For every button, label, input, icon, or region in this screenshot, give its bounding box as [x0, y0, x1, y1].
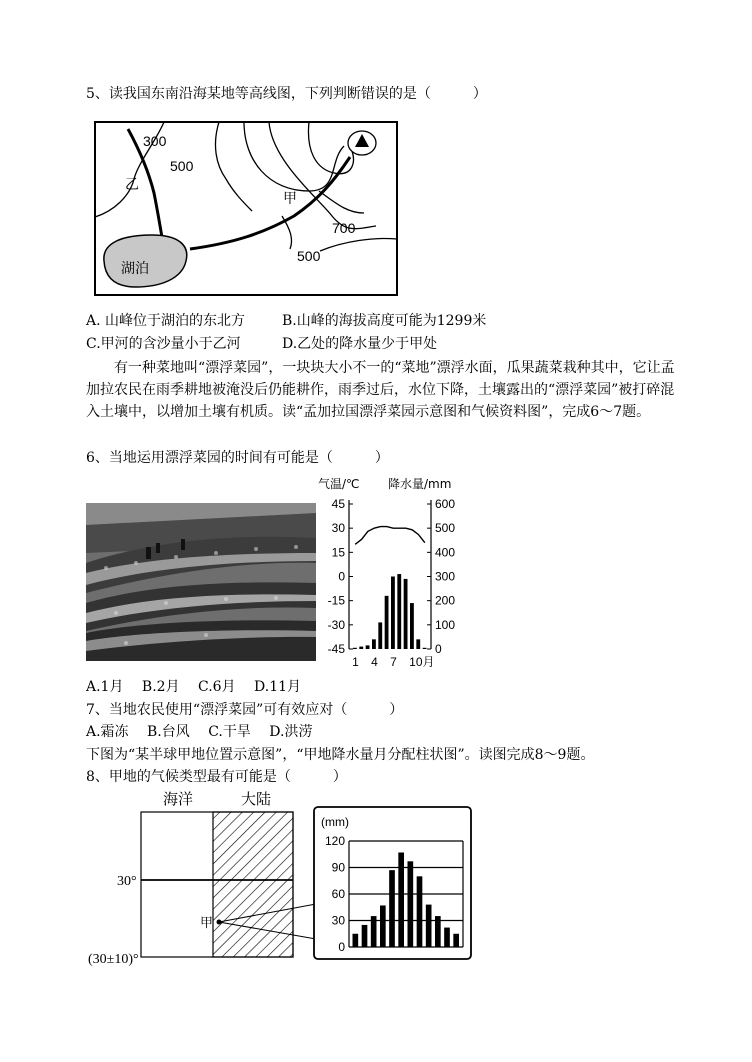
- precip-bar: [389, 870, 395, 947]
- q7-options: A.霜冻 B.台风 C.干旱 D.洪涝: [86, 724, 313, 740]
- x-tick-label: 1: [352, 655, 359, 669]
- x-tick-label: 7: [390, 655, 397, 669]
- y-tick-label: 30: [331, 913, 345, 928]
- label-300: 300: [143, 133, 167, 149]
- x-tick-label: 4: [371, 655, 378, 669]
- precip-bar: [416, 639, 420, 649]
- precip-bar: [391, 577, 395, 650]
- precip-bar: [435, 916, 441, 947]
- q5-option-b: B.山峰的海拔高度可能为1299米: [282, 313, 487, 329]
- q5-stem: 5、读我国东南沿海某地等高线图，下列判断错误的是（ ）: [86, 86, 487, 102]
- precip-bar: [404, 579, 408, 649]
- passage: 有一种菜地叫“漂浮菜园”，一块块大小不一的“菜地”漂浮水面，瓜果蔬菜栽种其中，它让孟加拉农民在雨季耕地被淹没后仍能耕作，雨季过后，水位下降，土壤露出的“漂浮菜园”被打碎混入土壤中，以增加土壤有机质。读“孟加拉国漂浮菜园示意图和气候资料图”，完成6～7题。: [86, 360, 675, 420]
- q5-option-a: A. 山峰位于湖泊的东北方: [86, 313, 246, 329]
- precip-bar: [426, 905, 432, 947]
- left-tick-label: 45: [331, 497, 345, 511]
- left-tick-label: -30: [327, 617, 345, 632]
- ocean-label: 海洋: [163, 790, 194, 808]
- q6-options: A.1月 B.2月 C.6月 D.11月: [86, 679, 302, 695]
- land-area: [213, 812, 293, 957]
- y-tick-label: 90: [331, 860, 345, 875]
- precip-bar: [359, 647, 363, 649]
- precip-bar: [397, 574, 401, 649]
- precip-bar: [366, 645, 370, 649]
- q5-option-d: D.乙处的降水量少于甲处: [282, 336, 438, 352]
- q5-option-c: C.甲河的含沙量小于乙河: [86, 336, 241, 352]
- y-tick-label: 120: [324, 834, 345, 848]
- precip-bar: [378, 622, 382, 649]
- precip-bar: [353, 934, 359, 947]
- precip-bar: [372, 639, 376, 649]
- y-tick-label: 60: [331, 887, 345, 901]
- precip-bar: [362, 925, 368, 947]
- lat-range-label: (30±10)°: [88, 952, 139, 967]
- precip-bar: [410, 603, 414, 649]
- q6-stem: 6、当地运用漂浮菜园的时间有可能是（ ）: [86, 450, 389, 466]
- right-axis-label: 降水量/mm: [388, 477, 452, 491]
- land-label: 大陆: [241, 790, 272, 808]
- right-tick-label: 200: [435, 593, 456, 608]
- y-tick-label: 0: [338, 940, 345, 954]
- right-tick-label: 400: [435, 545, 456, 560]
- location-map: [86, 787, 296, 967]
- left-tick-label: 30: [331, 521, 345, 536]
- right-tick-label: 500: [435, 521, 456, 536]
- y-unit: (mm): [321, 815, 349, 829]
- contour-map: [94, 121, 399, 296]
- lat-30-label: 30°: [117, 874, 137, 889]
- right-tick-label: 600: [435, 497, 456, 511]
- precip-bar: [417, 876, 423, 947]
- floating-garden-photo: [86, 503, 316, 661]
- label-500-bottom: 500: [297, 248, 321, 264]
- right-tick-label: 300: [435, 569, 456, 584]
- label-yi: 乙: [125, 177, 139, 193]
- intro-8-9: 下图为“某半球甲地位置示意图”，“甲地降水量月分配柱状图”。读图完成8～9题。: [86, 747, 595, 763]
- left-tick-label: -45: [327, 642, 345, 656]
- precipitation-chart: [313, 806, 473, 961]
- q8-stem: 8、甲地的气候类型最有可能是（ ）: [86, 769, 347, 785]
- precip-bar: [385, 596, 389, 649]
- right-tick-label: 0: [435, 642, 442, 656]
- label-700: 700: [332, 220, 356, 236]
- left-tick-label: -15: [327, 593, 345, 608]
- left-tick-label: 15: [331, 545, 345, 560]
- point-jia-label: 甲: [200, 916, 214, 931]
- climate-chart: [316, 477, 481, 672]
- right-tick-label: 100: [435, 617, 456, 632]
- x-tick-label: 10月: [409, 655, 435, 669]
- left-axis-label: 气温/℃: [318, 477, 360, 491]
- lake-label: 湖泊: [121, 261, 149, 277]
- precip-bar: [408, 861, 414, 947]
- q7-stem: 7、当地农民使用“漂浮菜园”可有效应对（ ）: [86, 702, 404, 718]
- label-500-top: 500: [170, 158, 194, 174]
- precip-bar: [380, 905, 386, 947]
- temperature-line: [355, 527, 425, 545]
- precip-bar: [353, 648, 357, 649]
- precip-bar: [444, 928, 450, 947]
- precip-bar: [423, 648, 427, 649]
- precip-bar: [453, 934, 459, 947]
- precip-bar: [371, 916, 377, 947]
- precip-bar: [398, 852, 404, 947]
- left-tick-label: 0: [338, 569, 345, 584]
- label-jia: 甲: [283, 191, 297, 207]
